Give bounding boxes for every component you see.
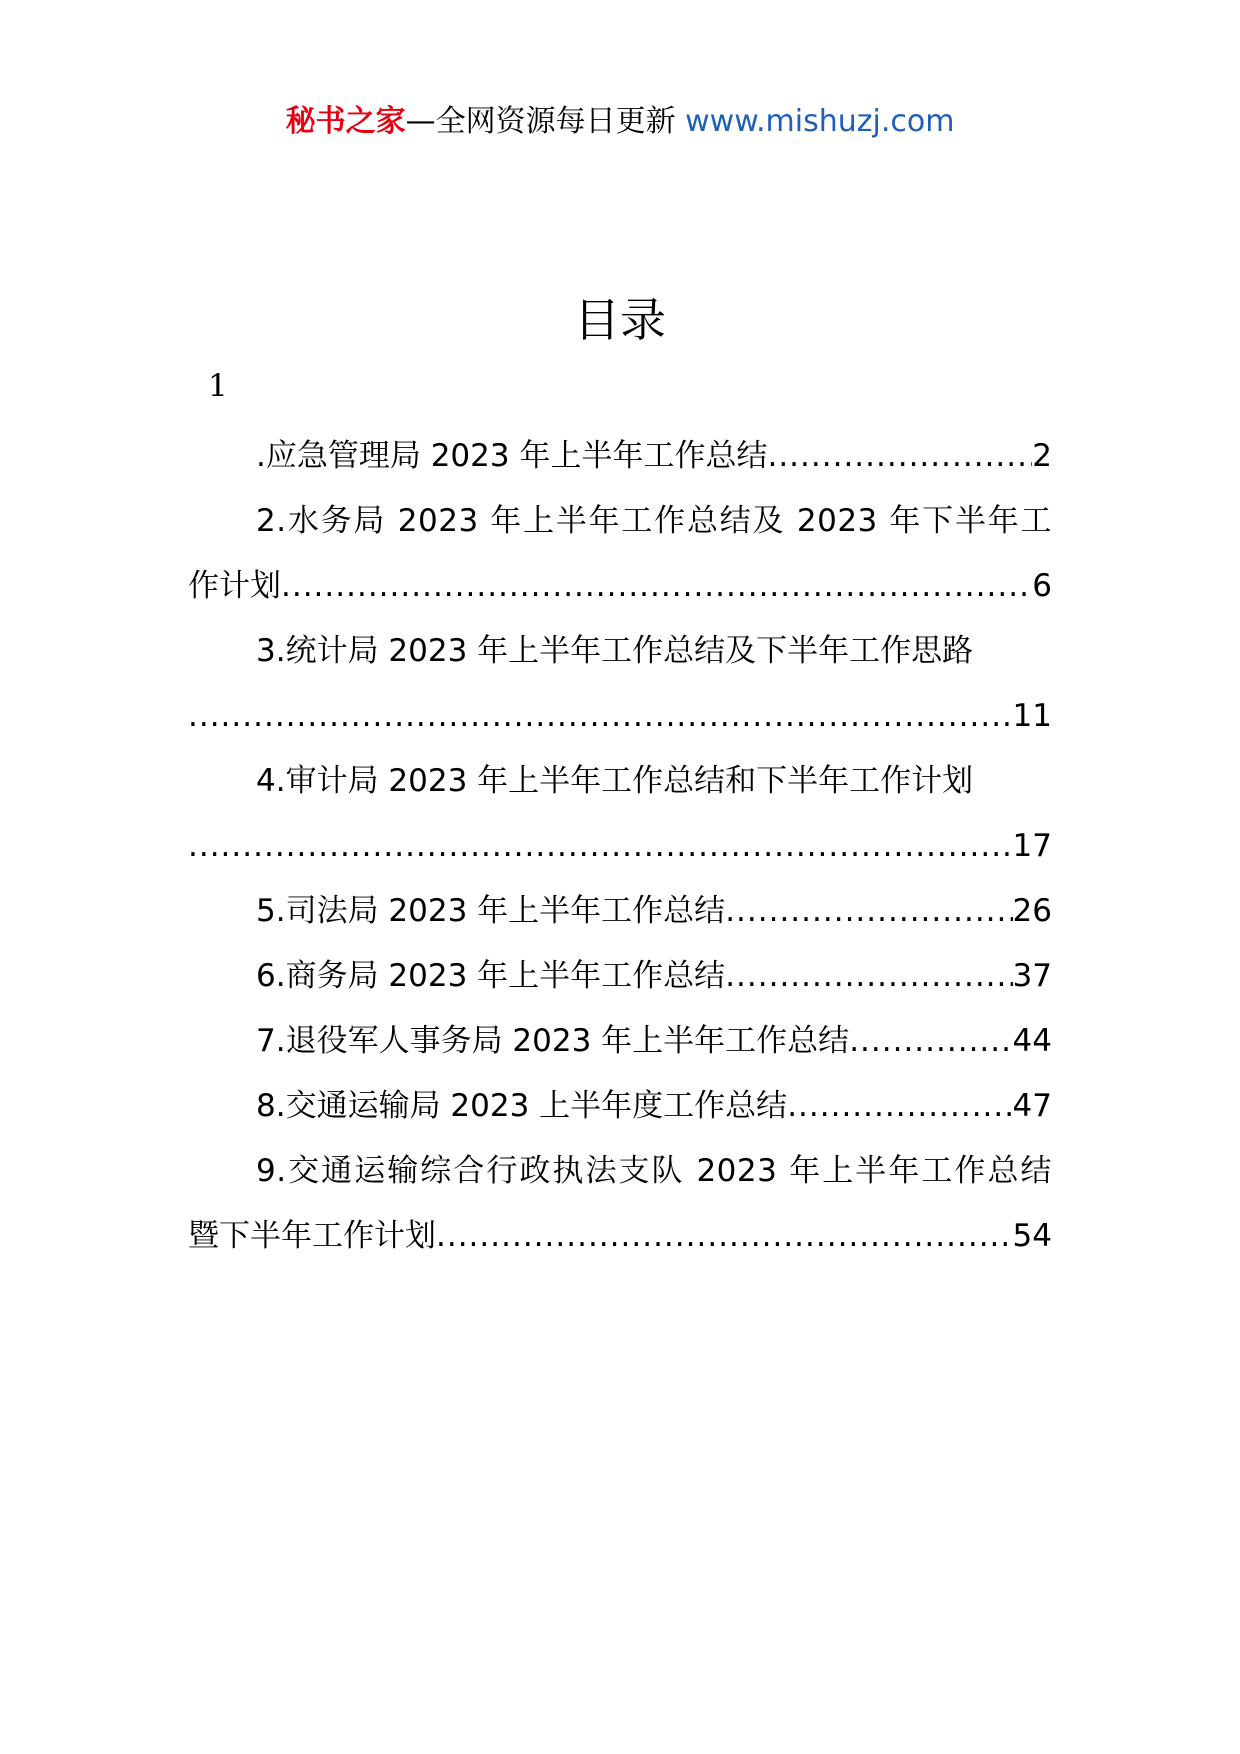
toc-entry-title: 4.审计局 2023 年上半年工作总结和下半年工作计划 bbox=[256, 763, 974, 799]
site-url-link[interactable]: www.mishuzj.com bbox=[685, 104, 955, 139]
toc-entry-1[interactable] bbox=[188, 424, 1052, 489]
toc-entry-title: 3.统计局 2023 年上半年工作总结及下半年工作思路 bbox=[256, 633, 974, 669]
toc-entry-page: 47 bbox=[1012, 1088, 1052, 1124]
toc-entry-page: 2 bbox=[1032, 438, 1052, 474]
toc-entry-page: 44 bbox=[1012, 1023, 1052, 1059]
toc-entry-page: 37 bbox=[1012, 958, 1052, 994]
toc-entry-9-continued[interactable] bbox=[188, 1204, 1052, 1269]
toc-entry-5[interactable] bbox=[188, 879, 1052, 944]
toc-entry-title-continued: 暨下半年工作计划 bbox=[188, 1218, 436, 1254]
toc-entry-4[interactable] bbox=[188, 749, 1052, 814]
toc-entry-page: 54 bbox=[1012, 1218, 1052, 1254]
toc-entry-title-continued: 作计划 bbox=[188, 568, 281, 604]
toc-leader-dots bbox=[188, 684, 1013, 749]
toc-leader-dots bbox=[725, 944, 1012, 1009]
toc-entry-3-continued[interactable] bbox=[188, 684, 1052, 749]
toc-entry-title: 5.司法局 2023 年上半年工作总结 bbox=[256, 893, 726, 929]
site-header bbox=[0, 102, 1240, 142]
table-of-contents bbox=[188, 424, 1052, 1269]
toc-leader-dots bbox=[849, 1009, 1012, 1074]
toc-entry-3[interactable] bbox=[188, 619, 1052, 684]
toc-leader-dots bbox=[188, 814, 1013, 879]
brand-name: 秘书之家 bbox=[285, 104, 406, 139]
stray-number: 1 bbox=[208, 368, 228, 404]
toc-leader-dots bbox=[787, 1074, 1012, 1139]
toc-entry-title: 7.退役军人事务局 2023 年上半年工作总结 bbox=[256, 1023, 850, 1059]
toc-entry-2-continued[interactable] bbox=[188, 554, 1052, 619]
toc-entry-8[interactable] bbox=[188, 1074, 1052, 1139]
toc-leader-dots bbox=[436, 1204, 1013, 1269]
toc-leader-dots bbox=[725, 879, 1012, 944]
toc-entry-title: .应急管理局 2023 年上半年工作总结 bbox=[256, 438, 768, 474]
toc-entry-title: 6.商务局 2023 年上半年工作总结 bbox=[256, 958, 726, 994]
toc-entry-6[interactable] bbox=[188, 944, 1052, 1009]
toc-leader-dots bbox=[767, 424, 1032, 489]
toc-entry-page: 17 bbox=[1012, 828, 1052, 864]
toc-entry-page: 6 bbox=[1032, 568, 1052, 604]
toc-entry-page: 11 bbox=[1012, 698, 1052, 734]
toc-entry-4-continued[interactable] bbox=[188, 814, 1052, 879]
header-tagline: —全网资源每日更新 bbox=[405, 104, 676, 139]
toc-leader-dots bbox=[281, 554, 1032, 619]
toc-entry-title: 8.交通运输局 2023 上半年度工作总结 bbox=[256, 1088, 788, 1124]
toc-entry-2[interactable] bbox=[188, 489, 1052, 554]
toc-entry-9[interactable] bbox=[188, 1139, 1052, 1204]
toc-entry-title: 2.水务局 2023 年上半年工作总结及 2023 年下半年工 bbox=[256, 503, 1052, 539]
toc-entry-title: 9.交通运输综合行政执法支队 2023 年上半年工作总结 bbox=[256, 1153, 1052, 1189]
page-title: 目录 bbox=[574, 293, 666, 347]
toc-entry-7[interactable] bbox=[188, 1009, 1052, 1074]
toc-entry-page: 26 bbox=[1012, 893, 1052, 929]
